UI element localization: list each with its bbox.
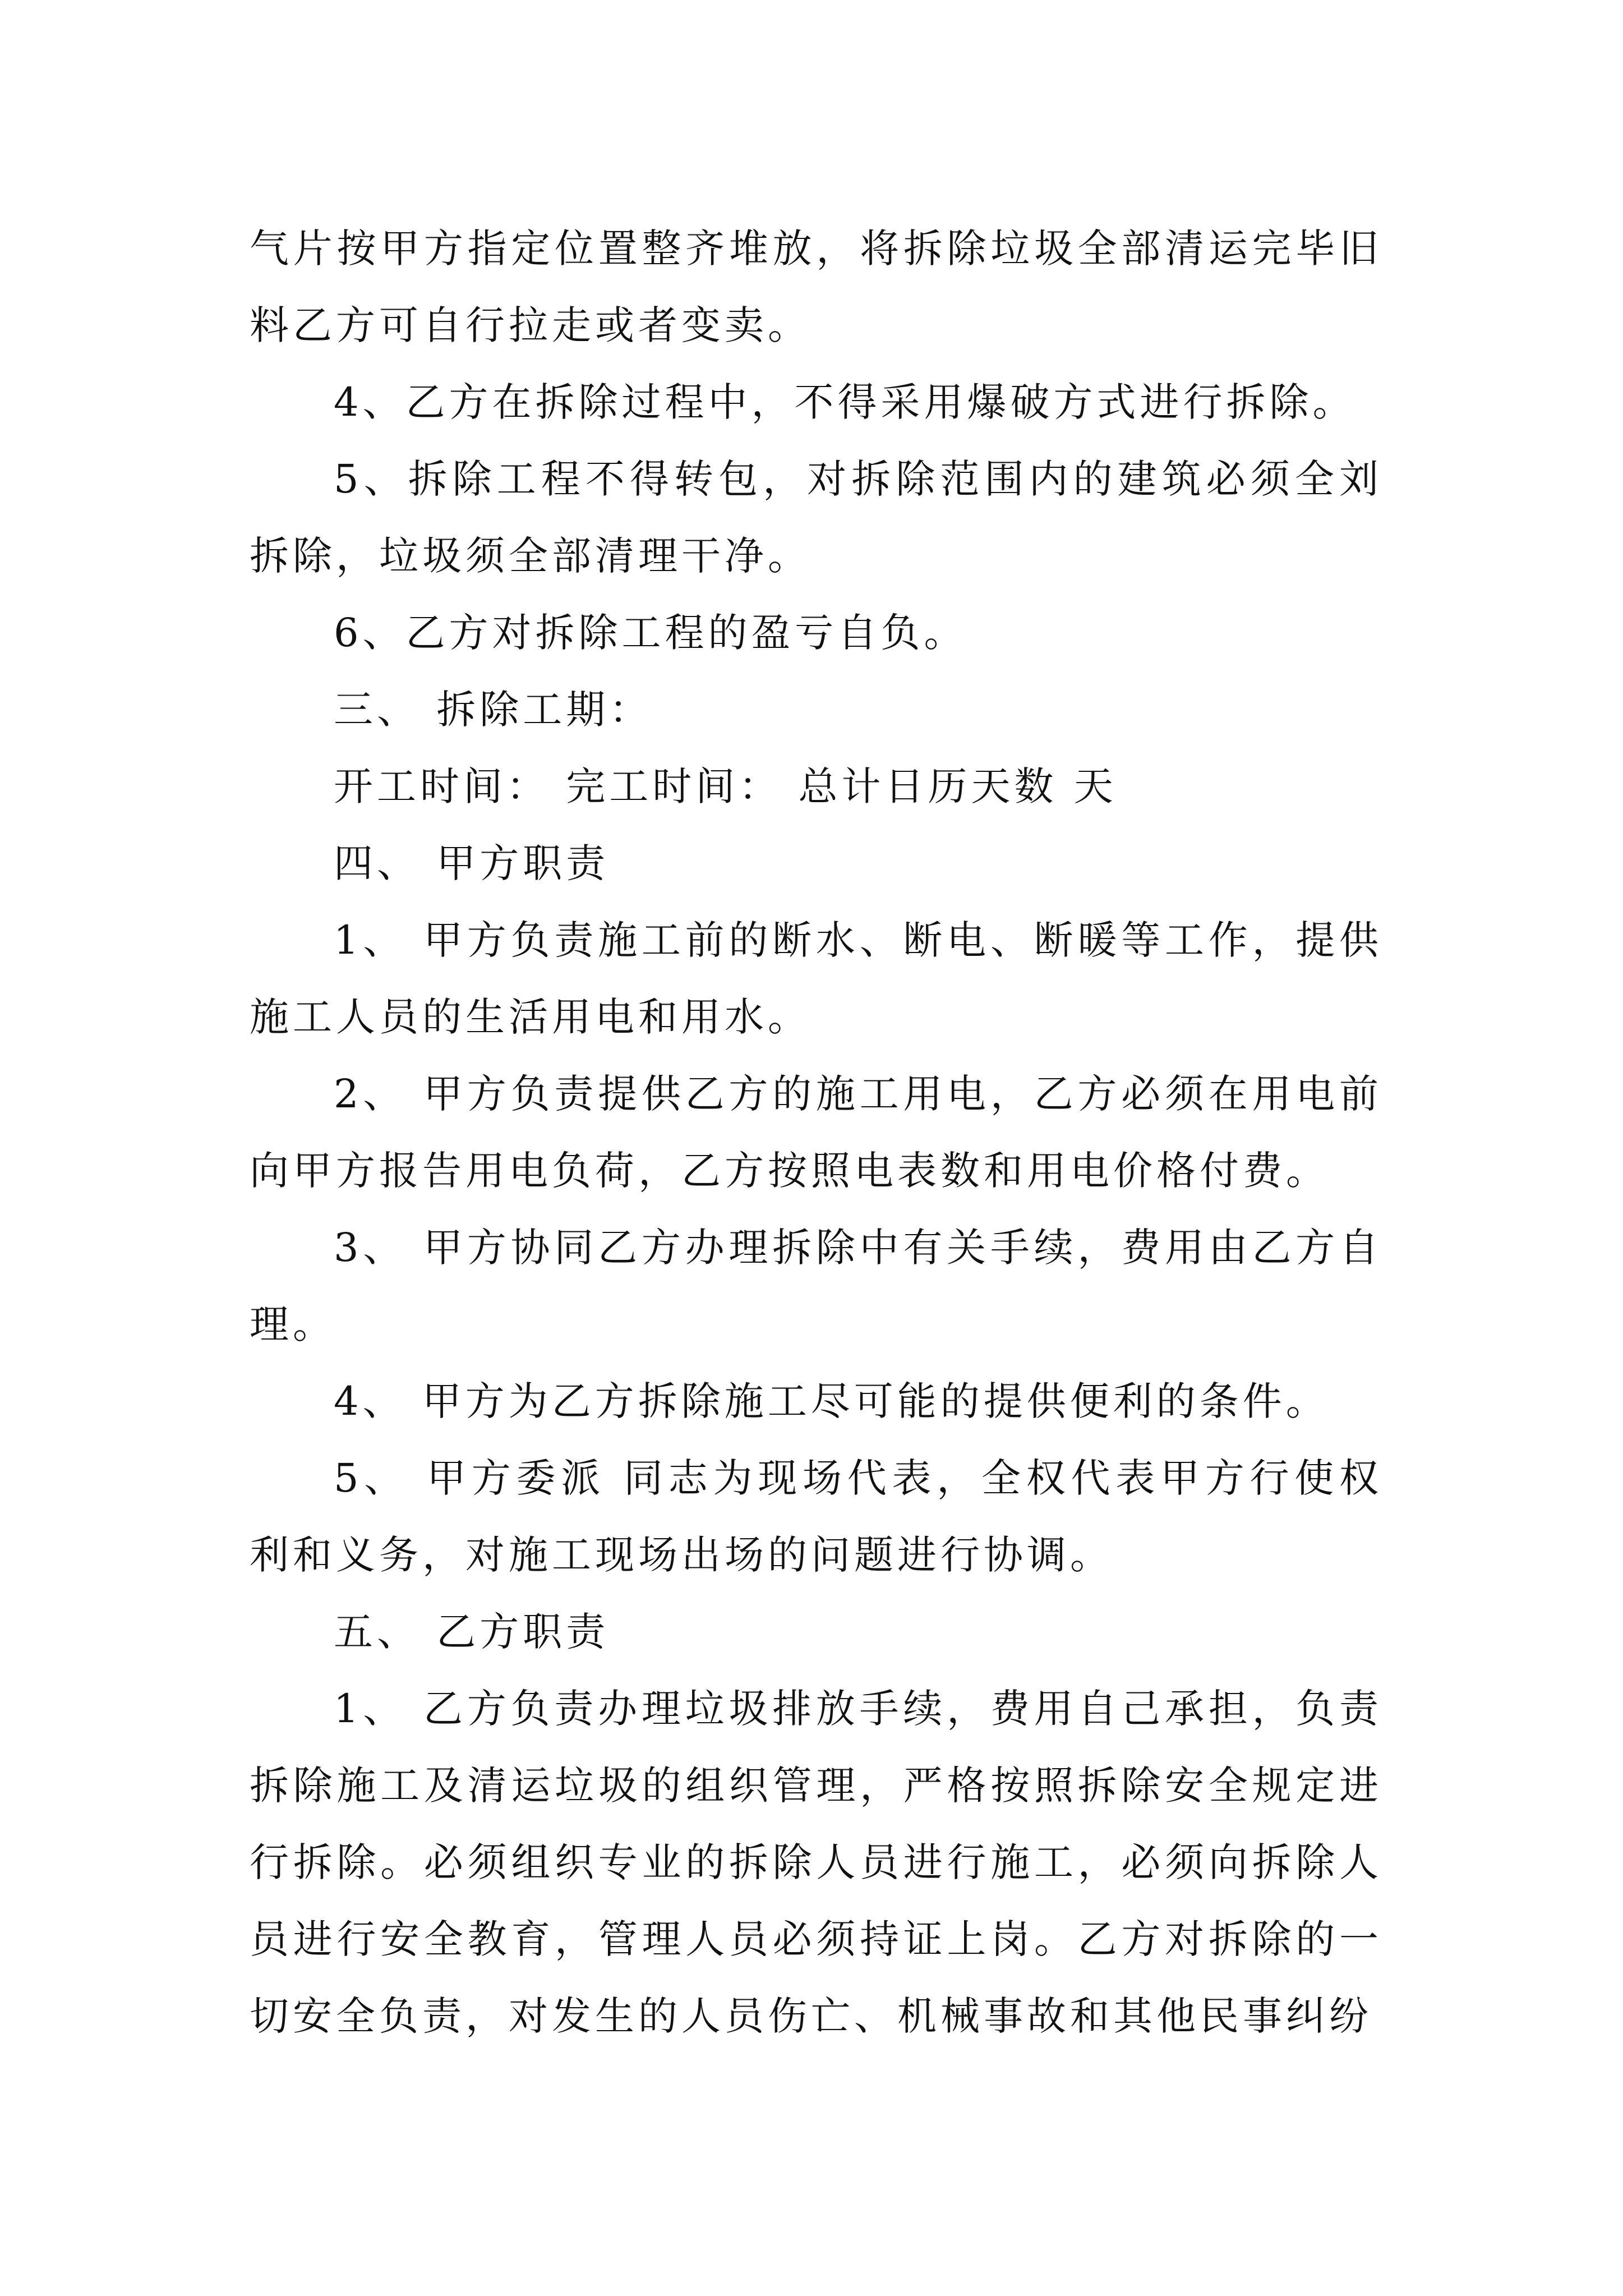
paragraph-continuation: 气片按甲方指定位置整齐堆放，将拆除垃圾全部清运完毕旧料乙方可自行拉走或者变卖。 [250,226,1382,348]
paragraph-party-b-1: 1、 乙方负责办理垃圾排放手续，费用自己承担，负责拆除施工及清运垃圾的组织管理，严格按照拆除安全规定进行拆除。必须组织专业的拆除人员进行施工，必须向拆除人员进行安全教育，管理人员必须持证上岗。乙方对拆除的一切安全负责，对发生的人员伤亡、机械事故和其他民事纠纷 [250,1686,1382,2039]
paragraph-party-a-4: 4、 甲方为乙方拆除施工尽可能的提供便利的条件。 [334,1378,1329,1424]
paragraph-party-a-1: 1、 甲方负责施工前的断水、断电、断暖等工作，提供施工人员的生活用电和用水。 [250,917,1382,1040]
section-heading-schedule: 三、 拆除工期： [334,687,653,733]
paragraph-party-a-3: 3、 甲方协同乙方办理拆除中有关手续，费用由乙方自理。 [250,1225,1382,1347]
section-heading-party-a: 四、 甲方职责 [334,840,610,886]
section-heading-party-b: 五、 乙方职责 [334,1609,610,1655]
paragraph-item-6: 6、乙方对拆除工程的盈亏自负。 [334,610,967,656]
paragraph-item-4: 4、乙方在拆除过程中，不得采用爆破方式进行拆除。 [334,379,1356,425]
paragraph-schedule-dates: 开工时间： 完工时间： 总计日历天数 天 [334,763,1117,809]
paragraph-party-a-2: 2、 甲方负责提供乙方的施工用电，乙方必须在用电前向甲方报告用电负荷，乙方按照电表数和用电价格付费。 [250,1071,1382,1194]
document-body [250,210,1382,2055]
paragraph-party-a-5: 5、 甲方委派 同志为现场代表，全权代表甲方行使权利和义务，对施工现场出场的问题进行协调。 [250,1455,1382,1578]
paragraph-item-5: 5、拆除工程不得转包，对拆除范围内的建筑必须全刘拆除，垃圾须全部清理干净。 [250,456,1382,579]
